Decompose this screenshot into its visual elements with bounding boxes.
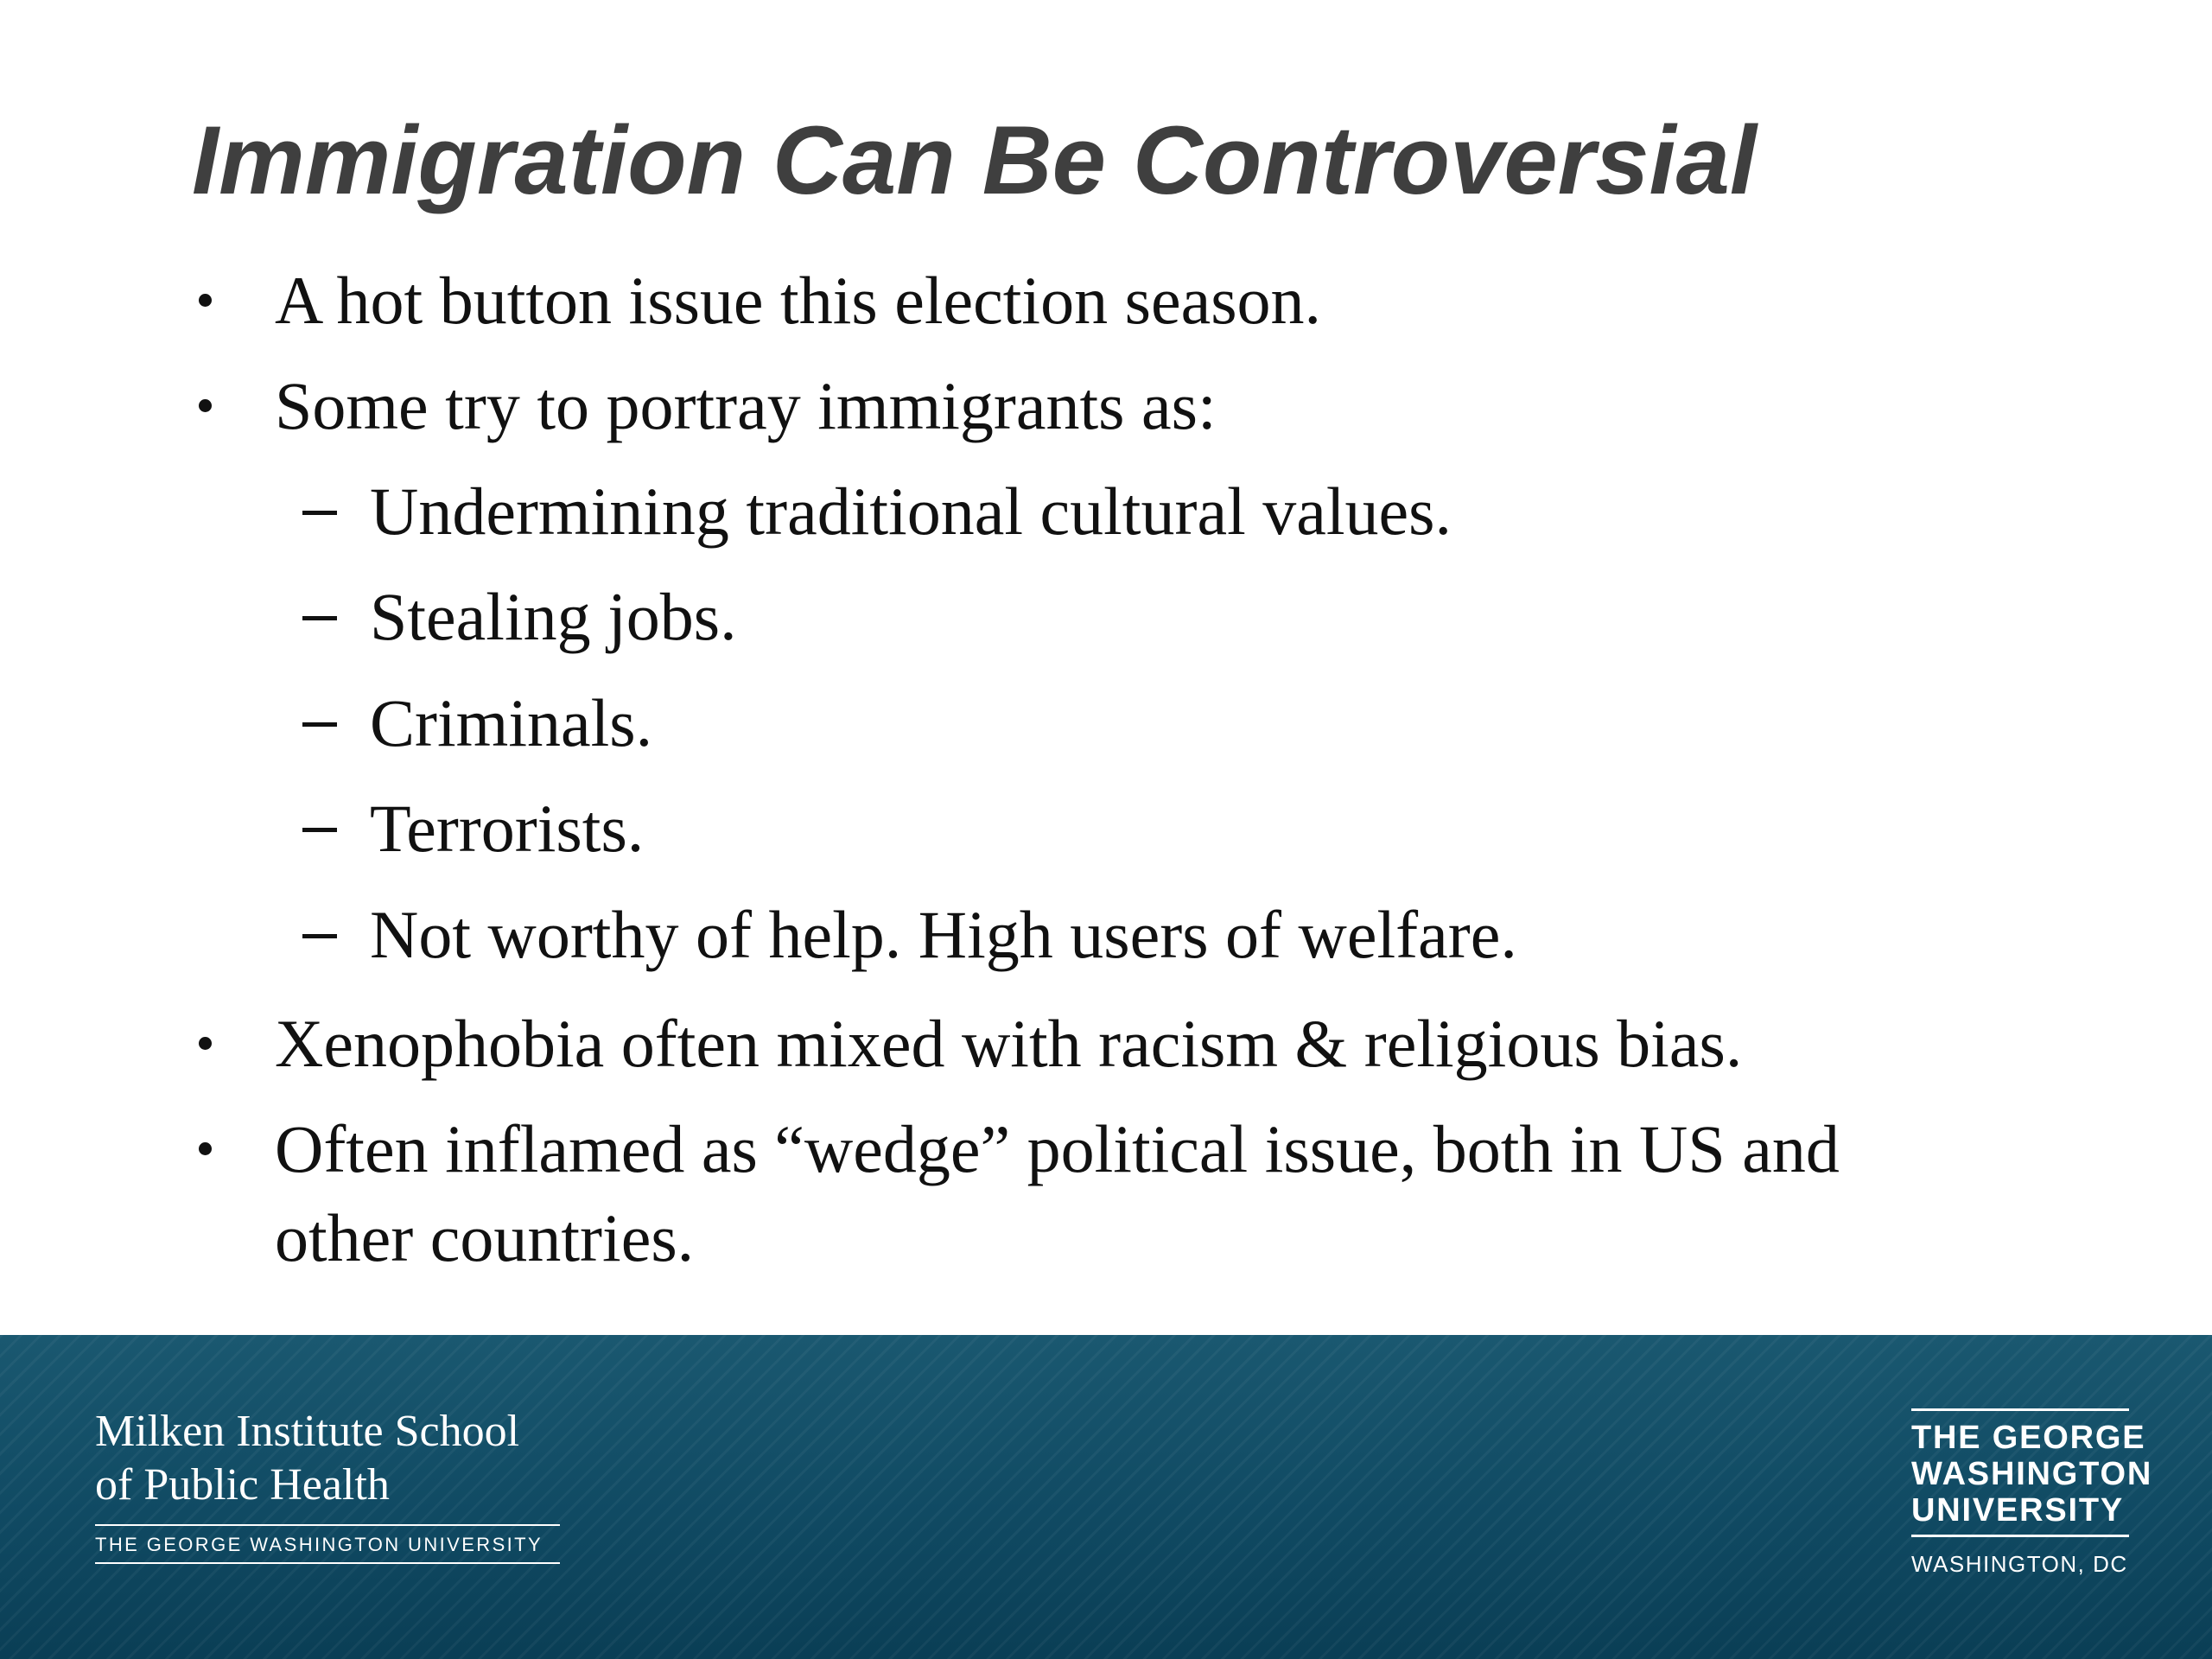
bullet-item-continuation: other countries. [275, 1200, 695, 1275]
sub-bullet-item: Stealing jobs. [370, 579, 737, 654]
bullet-marker [199, 1037, 212, 1050]
milken-logo-line-1: Milken Institute School [95, 1407, 520, 1456]
bullet-item: Xenophobia often mixed with racism & religious bias. [275, 1006, 1743, 1081]
sub-bullet-item: Criminals. [370, 685, 653, 760]
gwu-logo-line-3: UNIVERSITY [1911, 1492, 2125, 1529]
sub-bullet-item: Undermining traditional cultural values. [370, 474, 1452, 549]
bullet-marker [199, 1142, 212, 1155]
sub-bullet-item: Terrorists. [370, 791, 645, 866]
bullet-marker [199, 294, 212, 307]
dash-marker [302, 616, 337, 620]
bullet-item: Often inflamed as “wedge” political issue, both in US and [275, 1111, 1840, 1186]
milken-logo-line-2: of Public Health [95, 1460, 390, 1510]
bullet-item: Some try to portray immigrants as: [275, 368, 1217, 443]
milken-logo-subline: THE GEORGE WASHINGTON UNIVERSITY [95, 1534, 543, 1555]
gwu-logo-rule [1911, 1535, 2129, 1537]
dash-marker [302, 511, 337, 515]
bullet-marker [199, 399, 212, 412]
gwu-logo-rule [1911, 1408, 2129, 1411]
gwu-logo-line-2: WASHINGTON [1911, 1456, 2153, 1492]
gwu-logo-line-1: THE GEORGE [1911, 1420, 2146, 1456]
slide-title: Immigration Can Be Controversial [192, 106, 1758, 214]
sub-bullet-item: Not worthy of help. High users of welfare. [370, 897, 1517, 972]
dash-marker [302, 828, 337, 832]
milken-logo-rule [95, 1524, 560, 1526]
dash-marker [302, 934, 337, 938]
gwu-logo-city: WASHINGTON, DC [1911, 1551, 2128, 1577]
milken-logo-rule [95, 1562, 560, 1564]
bullet-item: A hot button issue this election season. [275, 263, 1322, 338]
dash-marker [302, 722, 337, 727]
